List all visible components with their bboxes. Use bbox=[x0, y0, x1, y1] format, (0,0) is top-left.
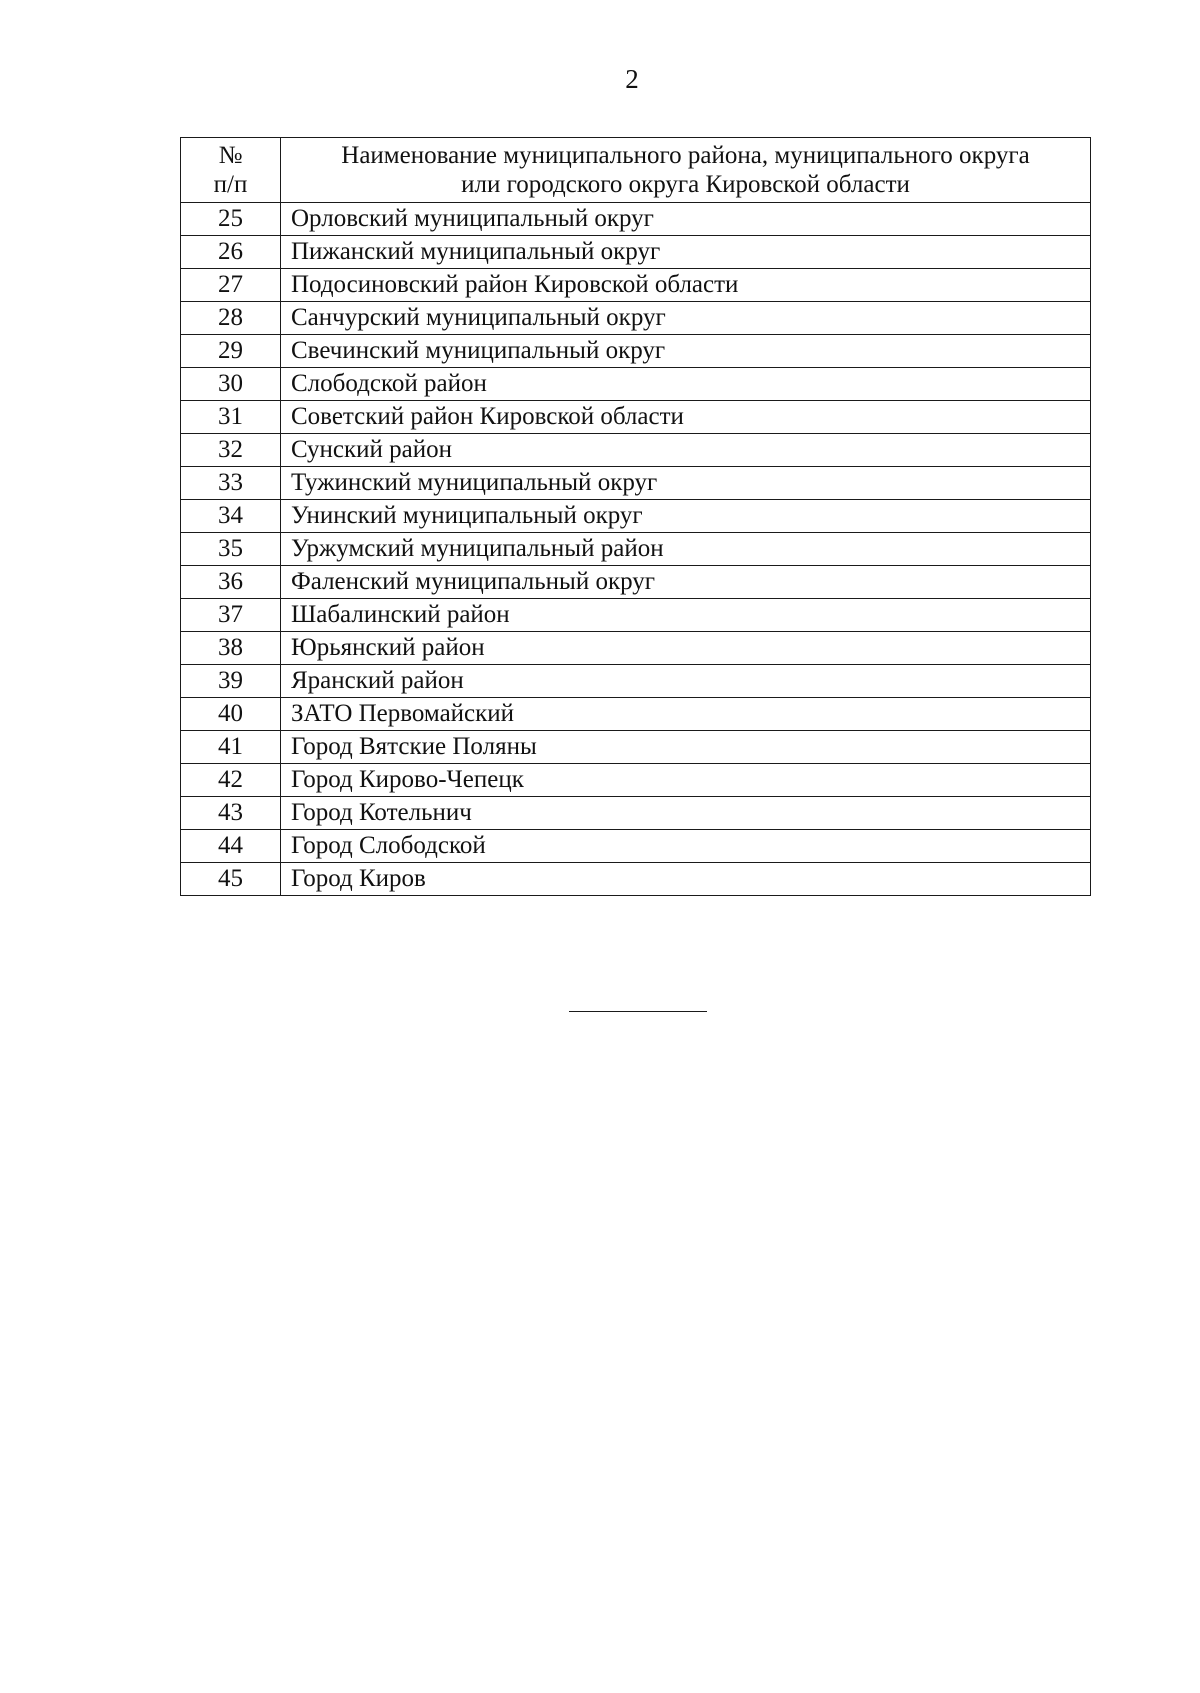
table-row bbox=[181, 467, 1091, 500]
municipality-name: Яранский район bbox=[281, 665, 1091, 698]
row-number: 41 bbox=[181, 731, 281, 764]
municipality-name: Тужинский муниципальный округ bbox=[281, 467, 1091, 500]
table-row bbox=[181, 500, 1091, 533]
table-row bbox=[181, 863, 1091, 896]
table-row bbox=[181, 764, 1091, 797]
row-number: 26 bbox=[181, 236, 281, 269]
end-of-document-rule bbox=[569, 1011, 707, 1012]
municipality-name: Фаленский муниципальный округ bbox=[281, 566, 1091, 599]
table-row bbox=[181, 698, 1091, 731]
table-row bbox=[181, 335, 1091, 368]
row-number: 31 bbox=[181, 401, 281, 434]
municipality-name: Подосиновский район Кировской области bbox=[281, 269, 1091, 302]
header-number-cell bbox=[181, 138, 281, 203]
row-number: 35 bbox=[181, 533, 281, 566]
municipality-name: Советский район Кировской области bbox=[281, 401, 1091, 434]
table-body bbox=[181, 203, 1091, 896]
municipality-name: Унинский муниципальный округ bbox=[281, 500, 1091, 533]
row-number: 36 bbox=[181, 566, 281, 599]
row-number: 28 bbox=[181, 302, 281, 335]
header-name-line1: Наименование муниципального района, муниципального округа bbox=[341, 142, 1030, 169]
municipality-table bbox=[180, 137, 1091, 896]
row-number: 25 bbox=[181, 203, 281, 236]
table-row bbox=[181, 599, 1091, 632]
header-name-cell bbox=[281, 138, 1091, 203]
row-number: 34 bbox=[181, 500, 281, 533]
municipality-name: Пижанский муниципальный округ bbox=[281, 236, 1091, 269]
table-row bbox=[181, 830, 1091, 863]
municipality-name: Свечинский муниципальный округ bbox=[281, 335, 1091, 368]
table-row bbox=[181, 665, 1091, 698]
row-number: 45 bbox=[181, 863, 281, 896]
table-row bbox=[181, 632, 1091, 665]
municipality-name: Город Котельнич bbox=[281, 797, 1091, 830]
municipality-name: Сунский район bbox=[281, 434, 1091, 467]
table-row bbox=[181, 731, 1091, 764]
municipality-name: Шабалинский район bbox=[281, 599, 1091, 632]
municipality-name: Уржумский муниципальный район bbox=[281, 533, 1091, 566]
municipality-name: ЗАТО Первомайский bbox=[281, 698, 1091, 731]
row-number: 44 bbox=[181, 830, 281, 863]
row-number: 33 bbox=[181, 467, 281, 500]
row-number: 39 bbox=[181, 665, 281, 698]
header-name-line2: или городского округа Кировской области bbox=[461, 171, 910, 198]
table-row bbox=[181, 302, 1091, 335]
row-number: 37 bbox=[181, 599, 281, 632]
municipality-name: Город Киров bbox=[281, 863, 1091, 896]
municipality-name: Санчурский муниципальный округ bbox=[281, 302, 1091, 335]
table-row bbox=[181, 368, 1091, 401]
row-number: 30 bbox=[181, 368, 281, 401]
municipality-name: Слободской район bbox=[281, 368, 1091, 401]
table-row bbox=[181, 269, 1091, 302]
municipality-name: Город Кирово-Чепецк bbox=[281, 764, 1091, 797]
table-row bbox=[181, 401, 1091, 434]
row-number: 40 bbox=[181, 698, 281, 731]
municipality-name: Орловский муниципальный округ bbox=[281, 203, 1091, 236]
table-row bbox=[181, 236, 1091, 269]
municipality-name: Юрьянский район bbox=[281, 632, 1091, 665]
table-row bbox=[181, 203, 1091, 236]
header-number-abbrev: п/п bbox=[213, 171, 248, 198]
table-row bbox=[181, 533, 1091, 566]
row-number: 27 bbox=[181, 269, 281, 302]
table-row bbox=[181, 566, 1091, 599]
table-row bbox=[181, 434, 1091, 467]
header-row bbox=[181, 138, 1091, 203]
page-number: 2 bbox=[625, 64, 639, 94]
row-number: 29 bbox=[181, 335, 281, 368]
row-number: 43 bbox=[181, 797, 281, 830]
municipality-name: Город Вятские Поляны bbox=[281, 731, 1091, 764]
row-number: 32 bbox=[181, 434, 281, 467]
row-number: 42 bbox=[181, 764, 281, 797]
header-number-symbol: № bbox=[218, 142, 243, 169]
row-number: 38 bbox=[181, 632, 281, 665]
municipality-name: Город Слободской bbox=[281, 830, 1091, 863]
table-header bbox=[181, 138, 1091, 203]
table-row bbox=[181, 797, 1091, 830]
